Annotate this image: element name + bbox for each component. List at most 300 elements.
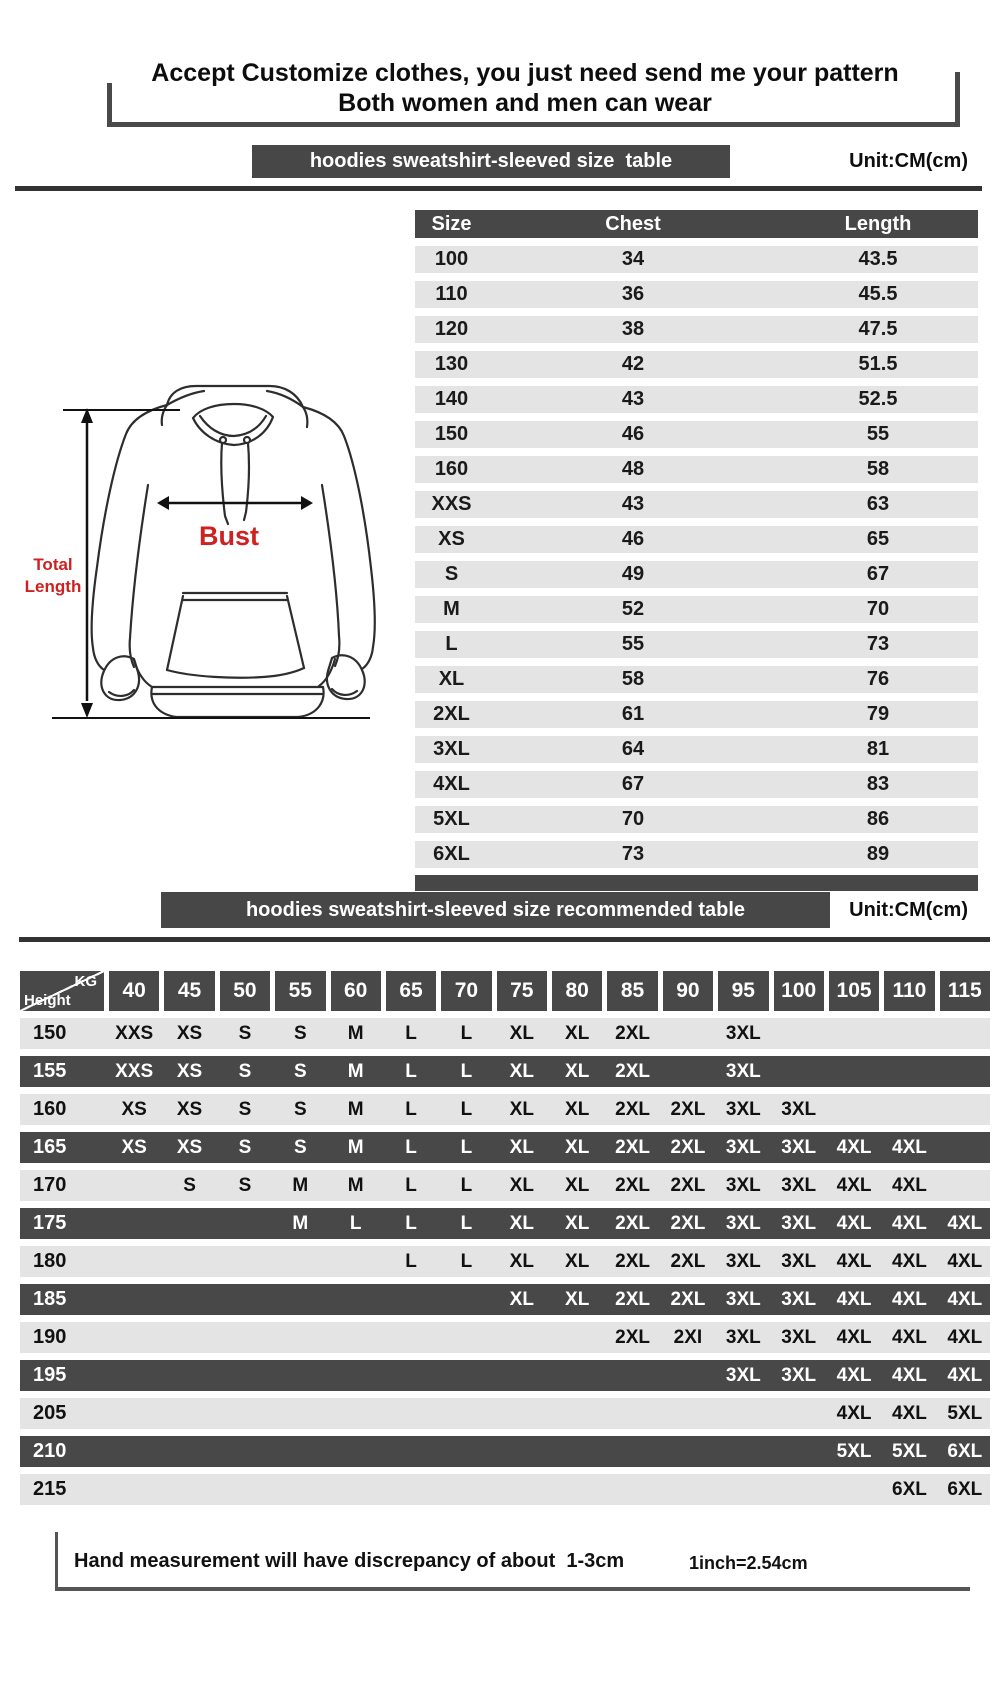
size-table-banner-label: hoodies sweatshirt-sleeved size table: [309, 150, 673, 172]
size-recommendation-cell: 3XL: [725, 1136, 761, 1158]
size-recommendation-cell: 4XL: [892, 1288, 927, 1310]
size-recommendation-cell: [441, 1474, 491, 1505]
size-recommendation-cell: [386, 1474, 436, 1505]
size-recommendation-cell: [884, 1094, 934, 1125]
arrow-heads: [81, 408, 313, 718]
size-recommendation-cell: [607, 1360, 657, 1391]
size-recommendation-cell: [441, 1322, 491, 1353]
size-recommendation-cell: [386, 1322, 436, 1353]
size-recommendation-cell: [774, 1398, 824, 1429]
size-recommendation-cell: XL: [565, 1022, 590, 1044]
size-recommendation-cell: L: [460, 1250, 473, 1272]
size-recommendation-cell: 4XL: [892, 1136, 927, 1158]
size-recommendation-cell: 4XL: [892, 1174, 927, 1196]
size-recommendation-cell: [663, 1056, 713, 1087]
size-recommendation-cell: [220, 1474, 270, 1505]
weight-header-cell: 50: [220, 971, 270, 1011]
size-recommendation-cell: 4XL: [836, 1250, 872, 1272]
size-recommendation-cell: XL: [565, 1250, 590, 1272]
height-label-cell: 185: [33, 1288, 67, 1310]
size-recommendation-cell: [552, 1360, 602, 1391]
size-table-row: [415, 806, 978, 833]
size-cell: 5XL: [433, 808, 470, 830]
chest-cell: 64: [621, 738, 645, 760]
size-recommendation-cell: [718, 1398, 768, 1429]
size-recommendation-cell: 3XL: [781, 1250, 817, 1272]
weight-header-cell: 55: [275, 971, 325, 1011]
title-bracket-bottom: [107, 122, 960, 127]
size-recommendation-cell: L: [405, 1136, 417, 1158]
size-recommendation-cell: [331, 1246, 381, 1277]
size-table-row: [415, 491, 978, 518]
size-recommendation-cell: [275, 1322, 325, 1353]
size-recommendation-cell: [829, 1018, 879, 1049]
size-recommendation-cell: XS: [121, 1098, 147, 1120]
size-recommendation-cell: [829, 1056, 879, 1087]
size-table-row: [415, 631, 978, 658]
weight-header-cell: 90: [663, 971, 713, 1011]
size-recommendation-cell: 4XL: [836, 1364, 872, 1386]
size-table-row: [415, 666, 978, 693]
matrix-row: [20, 1284, 990, 1315]
size-recommendation-cell: M: [292, 1174, 309, 1196]
size-recommendation-cell: [164, 1322, 214, 1353]
size-recommendation-cell: 3XL: [725, 1060, 761, 1082]
size-recommendation-cell: S: [238, 1136, 252, 1158]
size-recommendation-cell: [109, 1208, 159, 1239]
size-recommendation-cell: L: [405, 1250, 417, 1272]
size-recommendation-cell: [497, 1322, 547, 1353]
size-cell: 110: [435, 283, 468, 305]
size-recommendation-cell: [331, 1360, 381, 1391]
weight-header-cell: 105: [829, 971, 879, 1011]
size-recommendation-cell: 3XL: [781, 1326, 817, 1348]
size-recommendation-cell: [220, 1398, 270, 1429]
size-recommendation-cell: 4XL: [947, 1326, 983, 1348]
size-recommendation-cell: L: [460, 1212, 473, 1234]
size-recommendation-cell: 4XL: [892, 1250, 927, 1272]
length-cell: 67: [866, 563, 890, 585]
size-recommendation-cell: 4XL: [892, 1326, 927, 1348]
chest-cell: 34: [621, 248, 645, 270]
size-recommendation-cell: [220, 1246, 270, 1277]
size-recommendation-cell: 4XL: [836, 1326, 872, 1348]
size-table-row: [415, 526, 978, 553]
size-recommendation-cell: [275, 1398, 325, 1429]
size-table-footer-bar: [415, 875, 978, 891]
size-recommendation-cell: [441, 1360, 491, 1391]
page-title-line1: Accept Customize clothes, you just need send me your pattern: [151, 59, 899, 87]
height-label-cell: 180: [33, 1250, 67, 1272]
footer-bracket-vertical: [55, 1532, 58, 1591]
size-cell: 120: [434, 318, 469, 340]
size-recommendation-cell: L: [405, 1060, 417, 1082]
size-recommendation-cell: [940, 1170, 990, 1201]
length-cell: 55: [866, 423, 890, 445]
corner-kg-label: KG: [74, 973, 97, 990]
size-recommendation-cell: 4XL: [836, 1288, 872, 1310]
size-recommendation-cell: [386, 1360, 436, 1391]
size-table-header-row: [415, 210, 978, 238]
size-recommendation-cell: L: [460, 1060, 473, 1082]
size-recommendation-cell: 4XL: [836, 1174, 872, 1196]
size-recommendation-cell: M: [292, 1212, 309, 1234]
size-recommendation-cell: [497, 1474, 547, 1505]
size-recommendation-cell: 4XL: [892, 1212, 927, 1234]
size-recommendation-cell: [275, 1436, 325, 1467]
chest-cell: 48: [621, 458, 645, 480]
size-recommendation-cell: S: [238, 1174, 252, 1196]
size-recommendation-cell: [829, 1474, 879, 1505]
size-recommendation-cell: 2XL: [615, 1060, 650, 1082]
size-recommendation-cell: XL: [565, 1136, 590, 1158]
size-recommendation-cell: [220, 1284, 270, 1315]
total-length-label-line1: Total: [33, 555, 73, 574]
size-recommendation-cell: XS: [176, 1136, 203, 1158]
size-recommendation-cell: 3XL: [781, 1288, 817, 1310]
size-recommendation-cell: [331, 1322, 381, 1353]
length-cell: 79: [866, 703, 890, 725]
size-recommendation-cell: XXS: [115, 1060, 154, 1082]
size-recommendation-cell: XL: [509, 1174, 534, 1196]
chest-cell: 61: [621, 703, 645, 725]
size-table: [415, 210, 978, 891]
weight-header-cell: 75: [497, 971, 547, 1011]
title-bracket-right: [955, 72, 960, 127]
height-label-cell: 210: [33, 1440, 67, 1462]
size-recommendation-cell: 2XL: [615, 1212, 650, 1234]
size-cell: XXS: [431, 493, 472, 515]
size-table-row: [415, 281, 978, 308]
total-length-label-line2: Length: [24, 577, 82, 596]
page-title: [60, 58, 990, 118]
height-label-cell: 155: [33, 1060, 67, 1082]
size-recommendation-cell: [718, 1436, 768, 1467]
size-recommendation-cell: 2XL: [615, 1288, 650, 1310]
size-recommendation-cell: [275, 1360, 325, 1391]
measurement-note: Hand measurement will have discrepancy of about 1-3cm: [74, 1550, 625, 1572]
size-table-row: [415, 421, 978, 448]
chest-cell: 73: [621, 843, 645, 865]
size-table-row: [415, 456, 978, 483]
size-recommendation-cell: [164, 1284, 214, 1315]
size-recommendation-cell: S: [183, 1174, 196, 1196]
recommended-size-matrix: [20, 971, 990, 1505]
size-recommendation-cell: [109, 1170, 159, 1201]
size-recommendation-cell: L: [405, 1022, 417, 1044]
size-recommendation-cell: 6XL: [947, 1478, 983, 1500]
size-recommendation-cell: XS: [176, 1022, 203, 1044]
length-cell: 83: [866, 773, 890, 795]
size-recommendation-cell: [774, 1018, 824, 1049]
hoodie-outline: [92, 386, 375, 717]
size-cell: 140: [434, 388, 469, 410]
length-cell: 43.5: [858, 248, 898, 270]
size-recommendation-cell: [718, 1474, 768, 1505]
chest-cell: 52: [621, 598, 645, 620]
size-recommendation-cell: [164, 1474, 214, 1505]
size-recommendation-cell: [331, 1474, 381, 1505]
height-label-cell: 165: [33, 1136, 67, 1158]
size-recommendation-cell: XL: [565, 1060, 590, 1082]
recommended-table-banner: [161, 892, 830, 928]
size-recommendation-cell: S: [238, 1060, 252, 1082]
size-table-row: [415, 596, 978, 623]
size-recommendation-cell: XL: [509, 1136, 534, 1158]
height-label-cell: 195: [33, 1364, 67, 1386]
size-recommendation-cell: [109, 1360, 159, 1391]
inch-conversion-note: 1inch=2.54cm: [689, 1553, 808, 1573]
size-recommendation-cell: 4XL: [836, 1402, 872, 1424]
size-recommendation-cell: [663, 1360, 713, 1391]
size-recommendation-cell: 4XL: [947, 1288, 983, 1310]
size-table-header-cell: Chest: [605, 212, 661, 235]
size-recommendation-cell: 4XL: [947, 1212, 983, 1234]
size-recommendation-cell: 3XL: [725, 1326, 761, 1348]
matrix-row: [20, 1132, 990, 1163]
size-recommendation-cell: 3XL: [725, 1364, 761, 1386]
size-recommendation-cell: [884, 1018, 934, 1049]
chest-cell: 46: [621, 528, 645, 550]
size-recommendation-cell: [331, 1284, 381, 1315]
size-recommendation-cell: [940, 1094, 990, 1125]
size-recommendation-cell: 4XL: [892, 1364, 927, 1386]
weight-header-cell: 85: [607, 971, 657, 1011]
size-cell: 3XL: [433, 738, 470, 760]
size-table-header-cell: Length: [844, 212, 912, 235]
size-recommendation-cell: [331, 1398, 381, 1429]
height-label-cell: 150: [33, 1022, 67, 1044]
chest-cell: 49: [621, 563, 645, 585]
size-recommendation-cell: 4XL: [836, 1212, 872, 1234]
weight-header-cell: 70: [441, 971, 491, 1011]
size-recommendation-cell: 5XL: [947, 1402, 983, 1424]
size-recommendation-cell: XL: [509, 1212, 534, 1234]
size-recommendation-cell: [164, 1436, 214, 1467]
size-recommendation-cell: L: [460, 1174, 473, 1196]
matrix-row: [20, 1246, 990, 1277]
size-recommendation-cell: 3XL: [725, 1212, 761, 1234]
size-recommendation-cell: 3XL: [725, 1098, 761, 1120]
size-recommendation-cell: [607, 1474, 657, 1505]
size-recommendation-cell: [331, 1436, 381, 1467]
size-cell: 4XL: [433, 773, 470, 795]
size-table-row: [415, 316, 978, 343]
size-table-header-cell: Size: [431, 212, 472, 235]
size-recommendation-cell: 2XL: [615, 1250, 650, 1272]
size-recommendation-cell: XXS: [115, 1022, 154, 1044]
hoodie-diagram: [20, 330, 380, 728]
size-recommendation-cell: M: [347, 1174, 364, 1196]
size-recommendation-cell: S: [238, 1098, 252, 1120]
size-recommendation-cell: [275, 1284, 325, 1315]
size-recommendation-cell: [829, 1094, 879, 1125]
size-recommendation-cell: [774, 1436, 824, 1467]
weight-header-cell: 100: [774, 971, 824, 1011]
length-cell: 81: [866, 738, 890, 760]
height-label-cell: 215: [33, 1478, 67, 1500]
size-recommendation-cell: [441, 1284, 491, 1315]
size-recommendation-cell: 3XL: [725, 1174, 761, 1196]
size-recommendation-cell: [275, 1246, 325, 1277]
length-cell: 58: [866, 458, 890, 480]
size-recommendation-cell: 4XL: [892, 1402, 927, 1424]
size-recommendation-cell: 2XI: [673, 1326, 703, 1348]
size-cell: XS: [438, 528, 465, 550]
size-recommendation-cell: XL: [565, 1288, 590, 1310]
length-cell: 52.5: [858, 388, 898, 410]
size-recommendation-cell: XL: [565, 1098, 590, 1120]
size-recommendation-cell: L: [405, 1174, 417, 1196]
divider-rule-top: [15, 186, 982, 191]
size-recommendation-cell: [940, 1056, 990, 1087]
chest-cell: 43: [621, 388, 645, 410]
size-recommendation-cell: 3XL: [725, 1288, 761, 1310]
size-recommendation-cell: [109, 1474, 159, 1505]
size-recommendation-cell: XS: [121, 1136, 147, 1158]
matrix-row: [20, 1018, 990, 1049]
size-recommendation-cell: [386, 1398, 436, 1429]
size-recommendation-cell: [552, 1474, 602, 1505]
matrix-row: [20, 1094, 990, 1125]
chest-cell: 36: [621, 283, 645, 305]
size-cell: 6XL: [433, 843, 470, 865]
size-recommendation-cell: [663, 1398, 713, 1429]
weight-header-cell: 65: [386, 971, 436, 1011]
size-recommendation-cell: [884, 1056, 934, 1087]
matrix-row: [20, 1056, 990, 1087]
size-recommendation-cell: 4XL: [947, 1364, 983, 1386]
size-recommendation-cell: [552, 1398, 602, 1429]
length-cell: 76: [866, 668, 890, 690]
size-recommendation-cell: 5XL: [836, 1440, 872, 1462]
size-recommendation-cell: 3XL: [781, 1098, 817, 1120]
size-recommendation-cell: 2XL: [615, 1174, 650, 1196]
page-title-line2: Both women and men can wear: [338, 89, 712, 117]
size-recommendation-cell: XL: [509, 1098, 534, 1120]
size-recommendation-cell: 2XL: [670, 1250, 706, 1272]
weight-header-cell: 80: [552, 971, 602, 1011]
matrix-row: [20, 1474, 990, 1505]
size-recommendation-cell: 2XL: [615, 1136, 650, 1158]
size-recommendation-cell: [220, 1208, 270, 1239]
size-recommendation-cell: [109, 1284, 159, 1315]
size-recommendation-cell: M: [347, 1136, 364, 1158]
height-label-cell: 170: [33, 1174, 67, 1196]
length-cell: 65: [866, 528, 890, 550]
footer-bracket-horizontal: [55, 1587, 970, 1591]
size-recommendation-cell: [607, 1398, 657, 1429]
weight-header-cell: 45: [164, 971, 214, 1011]
bust-label: Bust: [199, 521, 259, 551]
size-recommendation-cell: XL: [509, 1022, 534, 1044]
size-recommendation-cell: XS: [176, 1060, 203, 1082]
size-recommendation-cell: 2XL: [615, 1098, 650, 1120]
size-recommendation-cell: L: [349, 1212, 362, 1234]
size-recommendation-cell: 5XL: [892, 1440, 927, 1462]
length-cell: 51.5: [858, 353, 898, 375]
size-recommendation-cell: XS: [176, 1098, 203, 1120]
size-recommendation-cell: M: [347, 1060, 364, 1082]
size-table-row: [415, 736, 978, 763]
chest-cell: 43: [621, 493, 645, 515]
size-recommendation-cell: [164, 1398, 214, 1429]
length-cell: 70: [866, 598, 890, 620]
size-recommendation-cell: 6XL: [947, 1440, 983, 1462]
size-recommendation-cell: [164, 1360, 214, 1391]
length-cell: 63: [866, 493, 890, 515]
size-table-row: [415, 246, 978, 273]
size-recommendation-cell: 3XL: [781, 1364, 817, 1386]
size-cell: 130: [434, 353, 469, 375]
size-recommendation-cell: [607, 1436, 657, 1467]
size-recommendation-cell: L: [405, 1098, 417, 1120]
size-cell: 160: [434, 458, 469, 480]
weight-header-cell: 115: [940, 971, 990, 1011]
size-recommendation-cell: M: [347, 1022, 364, 1044]
height-label-cell: 160: [33, 1098, 67, 1120]
weight-header-cell: 95: [718, 971, 768, 1011]
size-recommendation-cell: [109, 1246, 159, 1277]
matrix-row: [20, 1170, 990, 1201]
size-recommendation-cell: [441, 1398, 491, 1429]
size-recommendation-cell: [220, 1322, 270, 1353]
matrix-row: [20, 1322, 990, 1353]
size-recommendation-cell: 2XL: [670, 1212, 706, 1234]
matrix-row: [20, 1398, 990, 1429]
size-cell: M: [443, 598, 460, 620]
size-recommendation-cell: [220, 1360, 270, 1391]
size-table-row: [415, 351, 978, 378]
size-recommendation-cell: 3XL: [781, 1212, 817, 1234]
size-recommendation-cell: S: [293, 1022, 307, 1044]
size-recommendation-cell: [663, 1436, 713, 1467]
size-recommendation-cell: [663, 1474, 713, 1505]
length-cell: 89: [866, 843, 890, 865]
chest-cell: 55: [621, 633, 645, 655]
size-recommendation-cell: 2XL: [615, 1326, 650, 1348]
size-recommendation-cell: [497, 1360, 547, 1391]
size-table-row: [415, 841, 978, 868]
size-table-row: [415, 561, 978, 588]
matrix-row: [20, 1436, 990, 1467]
size-recommendation-cell: [497, 1398, 547, 1429]
size-recommendation-cell: 3XL: [781, 1174, 817, 1196]
size-recommendation-cell: [275, 1474, 325, 1505]
height-label-cell: 175: [33, 1212, 67, 1234]
size-recommendation-cell: 2XL: [670, 1098, 706, 1120]
size-recommendation-cell: L: [405, 1212, 417, 1234]
chest-cell: 67: [621, 773, 645, 795]
length-cell: 45.5: [858, 283, 898, 305]
size-recommendation-cell: XL: [565, 1212, 590, 1234]
size-recommendation-cell: 3XL: [725, 1022, 761, 1044]
size-recommendation-cell: [164, 1208, 214, 1239]
chest-cell: 38: [621, 318, 645, 340]
weight-header-cell: 60: [331, 971, 381, 1011]
size-table-row: [415, 386, 978, 413]
size-table-row: [415, 771, 978, 798]
length-cell: 73: [866, 633, 890, 655]
size-cell: S: [444, 563, 459, 585]
size-recommendation-cell: L: [460, 1136, 473, 1158]
size-recommendation-cell: 4XL: [836, 1136, 872, 1158]
weight-header-cell: 110: [884, 971, 934, 1011]
size-cell: 150: [434, 423, 469, 445]
size-recommendation-cell: [441, 1436, 491, 1467]
matrix-row: [20, 1208, 990, 1239]
size-recommendation-cell: [109, 1398, 159, 1429]
